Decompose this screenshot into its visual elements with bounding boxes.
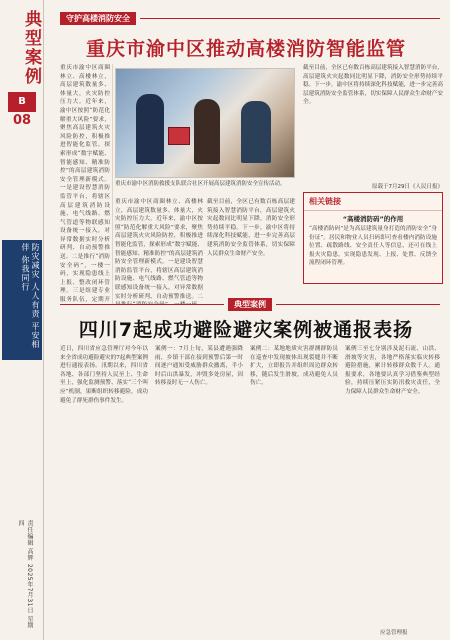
related-title: “高楼消防码”的作用 [342,215,404,223]
slogan-banner: 防灾减灾 人人有责 平安相伴 你我同行 [2,240,42,360]
page-letter: B [8,92,36,112]
divider [140,18,440,19]
person-figure [241,101,271,163]
photo-caption: 重庆市渝中区消防救援支队联合社区开展高层建筑消防安全宣传活动。 [115,181,286,187]
edition-info: 责任编辑 高辉 2025年7月31日 星期四 [17,520,33,629]
section-tag: 守护高楼消防安全 [60,12,136,25]
article2-column-2: 案例一：7月上旬，某县遭遇强降雨，乡镇干部在接到预警后第一时间逐户通知受威胁群众撤离，半小时后山洪暴发，冲毁多处房屋，因转移及时无一人伤亡。 [155,346,243,387]
headline-2: 四川7起成功避险避灾案例被通报表扬 [78,319,414,341]
divider [60,304,224,305]
person-figure [194,99,220,164]
person-figure [136,94,164,164]
publication-credit: 应急管理报 [380,630,408,636]
sidebar [0,0,44,640]
article2-column-3: 案例二：某地地质灾害群测群防员在巡查中发现坡体出现裂缝并不断扩大，立即报告并组织周边群众转移，随后发生滑坡，成功避免人员伤亡。 [250,346,338,387]
article1-column-4: 截至目前，全区已有数百栋高层建筑接入智慧消防平台，高层建筑火灾起数同比明显下降，消防安全形势持续平稳。下一步，渝中区将持续深化科技赋能，进一步完善高层建筑消防安全监管体系，切实保障人民群众生命财产安全。 [303,65,443,106]
article1-column-1: 重庆市渝中区商圈林立、高楼林立，高层建筑数量多、体量大，火灾防控压力大。近年来，渝中区按照“防范化解重大风险”要求，聚焦高层建筑火灾风险防控，积极推进智能化监管，探索形成“数字赋能、智能感知、精准防控”的高层建筑消防安全管理新模式。一是建设智慧消防监管平台，将辖区高层建筑消防设施、电气线路、燃气管道等物联感知设备统一接入，对异常数据实时分析研判、自动预警推送。二是推行“消防安全码”，一楼一码，实现隐患线上上报、整改闭环管理。三是组建专业服务队伍，定期开 [60,65,110,304]
article2-column-4: 案例三至七分别涉及泥石流、山洪、滑坡等灾害，各地严格落实临灾转移避险措施，累计转移群众数千人。通报要求，各地要认真学习借鉴典型经验，持续压紧压实防汛救灾责任，全力保障人民群众生命财产安全。 [345,346,440,395]
column-divider [112,64,113,304]
section-header-1 [60,12,440,24]
related-header: 相关链接 [304,193,442,211]
related-body: “高楼消防码”是为高层建筑量身打造的消防安全“身份证”。居民和物业人员扫码即可查看楼内消防设施位置、疏散路线、安全责任人等信息，还可在线上报火灾隐患，实现隐患发现、上报、处置、反馈全流程闭环管理。 [309,226,437,267]
page-number: 08 [12,113,32,128]
fire-extinguisher-box [168,127,190,145]
related-links-box [303,192,443,284]
divider [276,304,440,305]
news-photo [115,68,295,178]
section-tag: 典型案例 [228,298,272,311]
source-note: 原载于7月29日《人民日报》 [372,184,443,190]
article1-column-3: 截至目前，全区已有数百栋高层建筑接入智慧消防平台，高层建筑火灾起数同比明显下降，消防安全形势持续平稳。下一步，渝中区将持续深化科技赋能，进一步完善高层建筑消防安全监管体系，切实保障人民群众生命财产安全。 [207,199,295,257]
column-title: 典型案例 [21,10,41,86]
section-header-2 [60,298,440,310]
article2-column-1: 近日，四川省应急管理厅对今年以来全省成功避险避灾的7起典型案例进行通报表扬。汛期以来，四川省各地、各部门坚持人民至上、生命至上，强化监测预警、落实“三个叫应”机制，果断组织转移避险，成功避免了群死群伤事件发生。 [60,346,148,404]
article1-column-2: 重庆市渝中区商圈林立、高楼林立，高层建筑数量多、体量大，火灾防控压力大。近年来，渝中区按照“防范化解重大风险”要求，聚焦高层建筑火灾风险防控，积极推进智能化监管，探索形成“数字赋能、智能感知、精准防控”的高层建筑消防安全管理新模式。一是建设智慧消防监管平台，将辖区高层建筑消防设施、电气线路、燃气管道等物联感知设备统一接入，对异常数据实时分析研判、自动预警推送。二 [115,199,203,300]
headline-1: 重庆市渝中区推动高楼消防智能监管 [85,38,406,60]
